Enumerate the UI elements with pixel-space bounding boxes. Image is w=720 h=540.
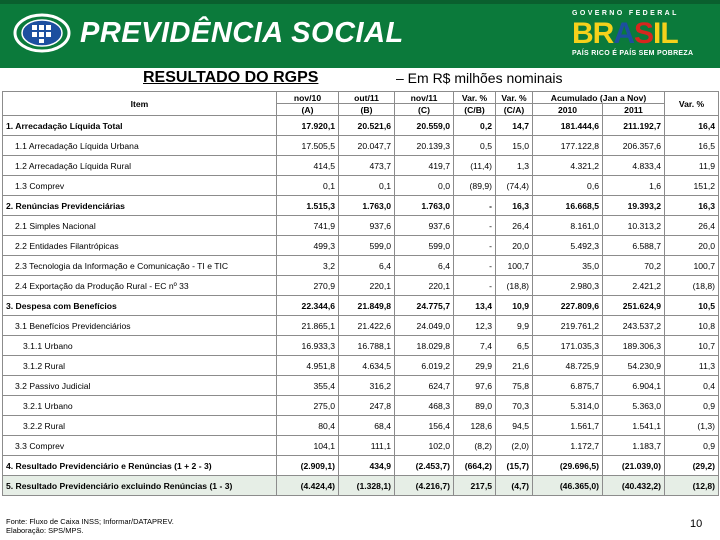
- row-label: 4. Resultado Previdenciário e Renúncias (1 + 2 - 3): [3, 456, 277, 476]
- row-value: 624,7: [395, 376, 454, 396]
- row-value: 3,2: [277, 256, 339, 276]
- row-value: (89,9): [454, 176, 496, 196]
- table-row: [3, 376, 719, 396]
- row-value: 16.933,3: [277, 336, 339, 356]
- row-value: 206.357,6: [603, 136, 665, 156]
- row-label: 2.2 Entidades Filantrópicas: [3, 236, 277, 256]
- row-value: 14,7: [496, 116, 533, 136]
- row-value: 6,4: [395, 256, 454, 276]
- row-value: 599,0: [395, 236, 454, 256]
- row-value: 937,6: [339, 216, 395, 236]
- table-row: [3, 136, 719, 156]
- row-value: 217,5: [454, 476, 496, 496]
- table-row: [3, 456, 719, 476]
- col-b-subheader: (B): [339, 104, 395, 116]
- row-value: 21,6: [496, 356, 533, 376]
- row-value: 5.363,0: [603, 396, 665, 416]
- governo-federal-logo: [568, 10, 714, 60]
- row-value: (1,3): [665, 416, 719, 436]
- row-value: 13,4: [454, 296, 496, 316]
- row-label: 2.1 Simples Nacional: [3, 216, 277, 236]
- row-value: 20,0: [496, 236, 533, 256]
- row-value: 12,3: [454, 316, 496, 336]
- row-value: 20.559,0: [395, 116, 454, 136]
- row-value: 54.230,9: [603, 356, 665, 376]
- row-value: 0,1: [277, 176, 339, 196]
- row-value: (2,0): [496, 436, 533, 456]
- row-value: 22.344,6: [277, 296, 339, 316]
- row-value: 1.561,7: [533, 416, 603, 436]
- row-value: -: [454, 196, 496, 216]
- row-value: 4.833,4: [603, 156, 665, 176]
- row-label: 3.2 Passivo Judicial: [3, 376, 277, 396]
- brasil-wordmark: [572, 19, 678, 49]
- row-value: (12,8): [665, 476, 719, 496]
- col-ca-subheader: (C/A): [496, 104, 533, 116]
- header-row-1: [3, 92, 719, 104]
- row-value: 11,9: [665, 156, 719, 176]
- row-value: (8,2): [454, 436, 496, 456]
- row-label: 3.1.2 Rural: [3, 356, 277, 376]
- row-value: 16,3: [496, 196, 533, 216]
- row-value: 1.763,0: [395, 196, 454, 216]
- row-value: 5.314,0: [533, 396, 603, 416]
- row-label: 1.3 Comprev: [3, 176, 277, 196]
- row-value: 468,3: [395, 396, 454, 416]
- row-value: 220,1: [339, 276, 395, 296]
- table-row: [3, 256, 719, 276]
- row-value: 171.035,3: [533, 336, 603, 356]
- col-2011-subheader: 2011: [603, 104, 665, 116]
- row-label: 3.3 Comprev: [3, 436, 277, 456]
- row-label: 3.2.1 Urbano: [3, 396, 277, 416]
- row-value: 2.980,3: [533, 276, 603, 296]
- row-label: 1.2 Arrecadação Líquida Rural: [3, 156, 277, 176]
- previdencia-logo-icon: [12, 12, 72, 54]
- row-value: 275,0: [277, 396, 339, 416]
- gov-label: GOVERNO FEDERAL: [572, 10, 679, 17]
- row-label: 3.1.1 Urbano: [3, 336, 277, 356]
- table-row: [3, 336, 719, 356]
- row-value: 1,6: [603, 176, 665, 196]
- brasil-letter-l: L: [660, 17, 678, 50]
- row-value: 128,6: [454, 416, 496, 436]
- brasil-letter-i: I: [653, 17, 661, 50]
- row-value: 177.122,8: [533, 136, 603, 156]
- row-label: 1.1 Arrecadação Líquida Urbana: [3, 136, 277, 156]
- table-row: [3, 316, 719, 336]
- col-a-subheader: (A): [277, 104, 339, 116]
- row-value: 473,7: [339, 156, 395, 176]
- row-label: 1. Arrecadação Líquida Total: [3, 116, 277, 136]
- table-row: [3, 176, 719, 196]
- row-value: (46.365,0): [533, 476, 603, 496]
- row-value: 10,8: [665, 316, 719, 336]
- row-value: 104,1: [277, 436, 339, 456]
- row-value: 414,5: [277, 156, 339, 176]
- row-value: (1.328,1): [339, 476, 395, 496]
- table-row: [3, 216, 719, 236]
- row-label: 3. Despesa com Benefícios: [3, 296, 277, 316]
- row-value: 29,9: [454, 356, 496, 376]
- row-value: 68,4: [339, 416, 395, 436]
- row-value: 111,1: [339, 436, 395, 456]
- row-value: 5.492,3: [533, 236, 603, 256]
- row-value: 189.306,3: [603, 336, 665, 356]
- row-value: 419,7: [395, 156, 454, 176]
- row-value: 1.183,7: [603, 436, 665, 456]
- page-number: 10: [690, 518, 703, 530]
- col-cb-subheader: (C/B): [454, 104, 496, 116]
- row-value: 355,4: [277, 376, 339, 396]
- row-value: 0,9: [665, 396, 719, 416]
- brasil-letter-a: A: [613, 17, 635, 50]
- row-value: 4.634,5: [339, 356, 395, 376]
- col-acumulado-header: Acumulado (Jan a Nov): [533, 92, 665, 104]
- row-value: 100,7: [496, 256, 533, 276]
- row-value: 7,4: [454, 336, 496, 356]
- brasil-letter-s: S: [634, 17, 654, 50]
- rgps-results-table: [2, 91, 719, 496]
- row-value: 16,3: [665, 196, 719, 216]
- row-value: 0,2: [454, 116, 496, 136]
- col-nov11-header: nov/11: [395, 92, 454, 104]
- row-value: 26,4: [496, 216, 533, 236]
- row-label: 2.3 Tecnologia da Informação e Comunicação - TI e TIC: [3, 256, 277, 276]
- gov-slogan: PAÍS RICO É PAÍS SEM POBREZA: [572, 50, 694, 57]
- row-value: 10,7: [665, 336, 719, 356]
- row-value: 26,4: [665, 216, 719, 236]
- row-value: 15,0: [496, 136, 533, 156]
- row-value: (11,4): [454, 156, 496, 176]
- table-row: [3, 276, 719, 296]
- row-value: 0,5: [454, 136, 496, 156]
- row-value: (4.216,7): [395, 476, 454, 496]
- col-item-header: Item: [3, 92, 277, 116]
- row-value: 1.515,3: [277, 196, 339, 216]
- row-value: (664,2): [454, 456, 496, 476]
- row-value: 75,8: [496, 376, 533, 396]
- row-value: 48.725,9: [533, 356, 603, 376]
- table-row: [3, 416, 719, 436]
- row-value: 1.172,7: [533, 436, 603, 456]
- row-value: (4,7): [496, 476, 533, 496]
- row-value: 6,4: [339, 256, 395, 276]
- row-value: 20.047,7: [339, 136, 395, 156]
- row-value: 151,2: [665, 176, 719, 196]
- row-value: -: [454, 276, 496, 296]
- row-value: (40.432,2): [603, 476, 665, 496]
- row-value: 227.809,6: [533, 296, 603, 316]
- row-value: 80,4: [277, 416, 339, 436]
- row-value: 70,3: [496, 396, 533, 416]
- row-value: 1.763,0: [339, 196, 395, 216]
- row-value: 0,9: [665, 436, 719, 456]
- row-value: 20.139,3: [395, 136, 454, 156]
- row-value: 6.588,7: [603, 236, 665, 256]
- row-label: 3.1 Benefícios Previdenciários: [3, 316, 277, 336]
- row-value: 434,9: [339, 456, 395, 476]
- row-value: 6.875,7: [533, 376, 603, 396]
- row-value: (29.696,5): [533, 456, 603, 476]
- table-row: [3, 116, 719, 136]
- row-value: 20.521,6: [339, 116, 395, 136]
- brasil-letter-r: R: [592, 17, 614, 50]
- row-value: 16,4: [665, 116, 719, 136]
- table-row: [3, 236, 719, 256]
- row-value: (15,7): [496, 456, 533, 476]
- row-label: 2. Renúncias Previdenciárias: [3, 196, 277, 216]
- row-value: 6,5: [496, 336, 533, 356]
- col-var-ca-header: Var. %: [496, 92, 533, 104]
- row-value: 10,5: [665, 296, 719, 316]
- row-value: 24.049,0: [395, 316, 454, 336]
- header-banner: [0, 0, 720, 68]
- row-value: 6.019,2: [395, 356, 454, 376]
- row-value: 499,3: [277, 236, 339, 256]
- header-top-stripe: [0, 0, 720, 4]
- table-row: [3, 436, 719, 456]
- row-value: 89,0: [454, 396, 496, 416]
- row-value: 19.393,2: [603, 196, 665, 216]
- row-value: 316,2: [339, 376, 395, 396]
- row-value: 9,9: [496, 316, 533, 336]
- row-value: -: [454, 256, 496, 276]
- page-title: RESULTADO DO RGPS: [143, 69, 319, 86]
- row-value: 100,7: [665, 256, 719, 276]
- row-value: (18,8): [665, 276, 719, 296]
- row-label: 2.4 Exportação da Produção Rural - EC nº 33: [3, 276, 277, 296]
- row-value: -: [454, 236, 496, 256]
- source-note-line-1: Fonte: Fluxo de Caixa INSS; Informar/DATAPREV.: [6, 517, 174, 526]
- brand-title: PREVIDÊNCIA SOCIAL: [80, 17, 404, 49]
- row-value: 599,0: [339, 236, 395, 256]
- row-value: 211.192,7: [603, 116, 665, 136]
- row-value: 21.422,6: [339, 316, 395, 336]
- page-subtitle: – Em R$ milhões nominais: [396, 70, 563, 86]
- row-value: 247,8: [339, 396, 395, 416]
- source-note: [6, 517, 174, 535]
- row-value: 18.029,8: [395, 336, 454, 356]
- row-value: (2.453,7): [395, 456, 454, 476]
- row-value: 102,0: [395, 436, 454, 456]
- col-var-cb-header: Var. %: [454, 92, 496, 104]
- table-body: [3, 116, 719, 496]
- row-value: 741,9: [277, 216, 339, 236]
- col-var-acum-header: Var. %: [665, 92, 719, 116]
- table-row: [3, 156, 719, 176]
- table-row: [3, 396, 719, 416]
- row-value: 17.920,1: [277, 116, 339, 136]
- row-value: 35,0: [533, 256, 603, 276]
- row-value: (74,4): [496, 176, 533, 196]
- col-2010-subheader: 2010: [533, 104, 603, 116]
- row-label: 3.2.2 Rural: [3, 416, 277, 436]
- row-value: 4.321,2: [533, 156, 603, 176]
- row-value: 11,3: [665, 356, 719, 376]
- row-value: (4.424,4): [277, 476, 339, 496]
- row-value: 251.624,9: [603, 296, 665, 316]
- row-value: (29,2): [665, 456, 719, 476]
- row-value: 243.537,2: [603, 316, 665, 336]
- row-value: 21.849,8: [339, 296, 395, 316]
- row-value: 937,6: [395, 216, 454, 236]
- row-value: 2.421,2: [603, 276, 665, 296]
- row-value: 1,3: [496, 156, 533, 176]
- row-value: 0,1: [339, 176, 395, 196]
- row-value: 0,6: [533, 176, 603, 196]
- row-value: 10,9: [496, 296, 533, 316]
- row-value: 70,2: [603, 256, 665, 276]
- row-value: (2.909,1): [277, 456, 339, 476]
- row-value: 0,4: [665, 376, 719, 396]
- title-bar: [0, 68, 720, 90]
- row-value: 16,5: [665, 136, 719, 156]
- row-value: (21.039,0): [603, 456, 665, 476]
- row-value: -: [454, 216, 496, 236]
- row-value: 10.313,2: [603, 216, 665, 236]
- row-value: 8.161,0: [533, 216, 603, 236]
- row-value: 20,0: [665, 236, 719, 256]
- row-value: 156,4: [395, 416, 454, 436]
- table-row: [3, 476, 719, 496]
- table-row: [3, 196, 719, 216]
- table-row: [3, 356, 719, 376]
- row-value: 181.444,6: [533, 116, 603, 136]
- col-nov10-header: nov/10: [277, 92, 339, 104]
- col-c-subheader: (C): [395, 104, 454, 116]
- row-value: 0,0: [395, 176, 454, 196]
- row-value: 1.541,1: [603, 416, 665, 436]
- row-value: (18,8): [496, 276, 533, 296]
- brasil-letter-b: B: [572, 17, 593, 50]
- row-value: 6.904,1: [603, 376, 665, 396]
- row-value: 270,9: [277, 276, 339, 296]
- row-value: 16.668,5: [533, 196, 603, 216]
- source-note-line-2: Elaboração: SPS/MPS.: [6, 526, 84, 535]
- table-row: [3, 296, 719, 316]
- row-value: 220,1: [395, 276, 454, 296]
- row-label: 5. Resultado Previdenciário excluindo Renúncias (1 - 3): [3, 476, 277, 496]
- row-value: 21.865,1: [277, 316, 339, 336]
- col-out11-header: out/11: [339, 92, 395, 104]
- row-value: 24.775,7: [395, 296, 454, 316]
- row-value: 16.788,1: [339, 336, 395, 356]
- row-value: 4.951,8: [277, 356, 339, 376]
- row-value: 17.505,5: [277, 136, 339, 156]
- row-value: 97,6: [454, 376, 496, 396]
- row-value: 94,5: [496, 416, 533, 436]
- row-value: 219.761,2: [533, 316, 603, 336]
